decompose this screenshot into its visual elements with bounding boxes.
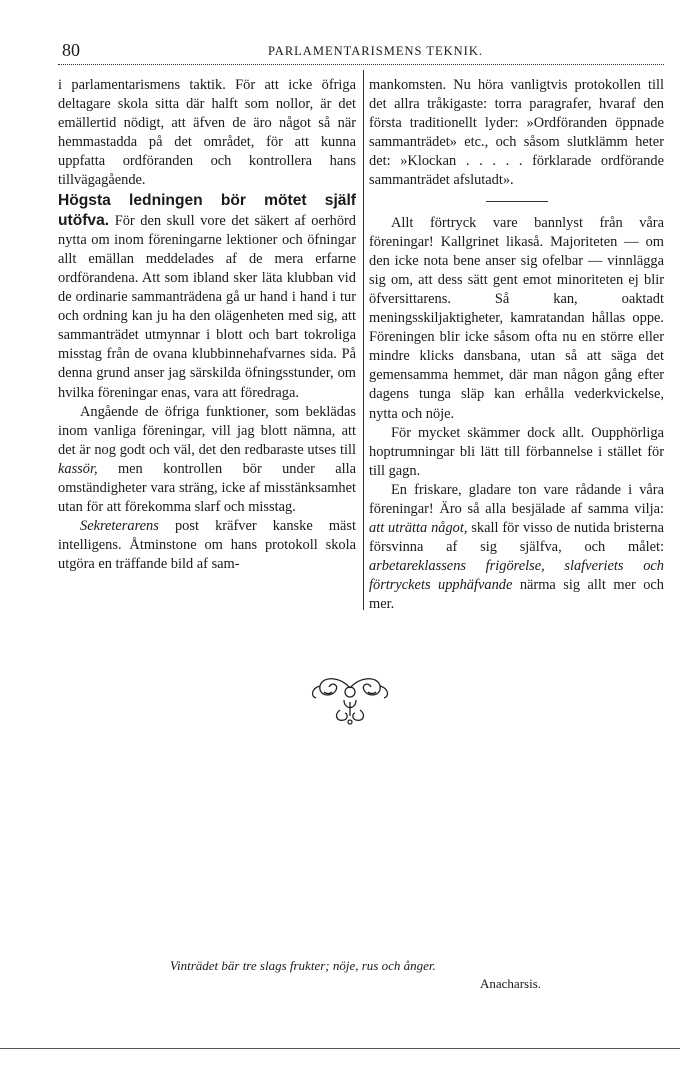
emphasis: kassör, <box>58 460 98 477</box>
header-rule <box>58 64 664 65</box>
paragraph <box>369 76 664 191</box>
emphasis: arbetareklassens frigörelse, slafveriets och förtryckets upphäfvande <box>369 558 664 594</box>
running-header <box>58 42 664 60</box>
attribution: Anacharsis. <box>480 976 542 991</box>
emphasis: att uträtta något, <box>369 520 468 537</box>
page-number: 80 <box>62 40 80 60</box>
bottom-rule <box>0 1048 680 1049</box>
paragraph <box>58 517 356 574</box>
paragraph-text: post kräfver kanske mäst intelligens. Åtminstone om hans protokoll skola utgöra en träffande bild af sam- <box>58 518 356 573</box>
running-title: PARLAMENTARISMENS TEKNIK. <box>268 44 483 58</box>
paragraph-text: mankomsten. Nu höra vanligtvis protokollen till det allra tråkigaste: torra paragrafer, hvaraf den första traditionellt lyder: »Ordföranden öppnade sammanträdet» etc., och såsom slutklämm heter det: »Klockan . . . . . förklarade ordförande sammanträdet afslutadt». <box>369 77 664 189</box>
paragraph <box>58 403 356 518</box>
paragraph-text: skall för visso de nutida bristerna försvinna af sig själfva, och målet: <box>369 520 664 556</box>
emphasis: Sekreterarens <box>80 518 159 535</box>
paragraph-text: En friskare, gladare ton vare rådande i våra föreningar! Äro så alla besjälade af samma vilja: <box>369 481 664 517</box>
run-in-heading: Högsta ledningen bör mötet själf utöfva. <box>58 191 356 229</box>
right-column <box>369 76 664 615</box>
ornament-drawing <box>300 670 400 730</box>
epigraph: Vinträdet bär tre slags frukter; nöje, rus och ånger. <box>170 958 436 973</box>
section-separator <box>486 201 548 202</box>
ornament-icon <box>300 670 400 730</box>
left-column <box>58 76 356 574</box>
column-divider <box>363 70 364 610</box>
paragraph <box>369 214 664 424</box>
paragraph <box>369 481 664 615</box>
paragraph-text: För den skull vore det säkert af oerhörd nytta om inom föreningarne lektioner och öfningar allt emällan meddelades af de mera erfarne ordförandena. Att som ibland sker läta klubban vid de ordinarie sammanträdena gå ur hand i hand i tur och ordning kan ju ha den olägenheten med sig, att sammanträdet utmynnar i blott och bart tokroliga misstag från de ovana klubbinnehafvarnes sida. På denna grund anser jag särskilda öfningsstunder, om hvilka föreningar enas, vara att föredraga. <box>58 212 356 401</box>
paragraph-text: För mycket skämmer dock allt. Oupphörliga hoptrumningar bli lätt till förbannelse i stället för till gagn. <box>369 424 664 479</box>
paragraph-text: Angående de öfriga funktioner, som beklädas inom vanliga föreningar, vill jag blott nämna, att det är nog godt och väl, det den redbaraste utses till <box>58 403 356 458</box>
paragraph-with-heading <box>58 191 356 403</box>
paragraph-text: men kontrollen bör under alla omständigheter vara sträng, icke af misstänksamhet utan för att förekomma slarf och misstag. <box>58 460 356 516</box>
paragraph <box>369 424 664 481</box>
paragraph-text: Allt förtryck vare bannlyst från våra föreningar! Kallgrinet likaså. Majoriteten — om den icke nota bene anser sig ofelbar — vinnlägga sig om, att dess sätt gent emot minoriteten ej blir öfversittarens. Så kan, oaktadt meningsskiljaktigheter, kamratandan hållas oppe. Föreningen blir icke såsom ofta nu en större eller mindre klicks dansbana, utan så att säga det gemensamma hemmet, där man någon gång efter dagens tunga släp kan erhålla vederkvickelse, nytta och nöje. <box>369 214 664 422</box>
paragraph <box>58 76 356 191</box>
paragraph-text: i parlamentarismens taktik. För att icke öfriga deltagare skola sitta där halft som nollor, är det emällertid nödigt, att äfven de äro något så när hemmastadda på det området, för att kunna uppfatta ordföranden och kontrollera hans tillvägagående. <box>58 77 356 189</box>
paragraph-text: närma sig allt mer och mer. <box>369 577 664 613</box>
